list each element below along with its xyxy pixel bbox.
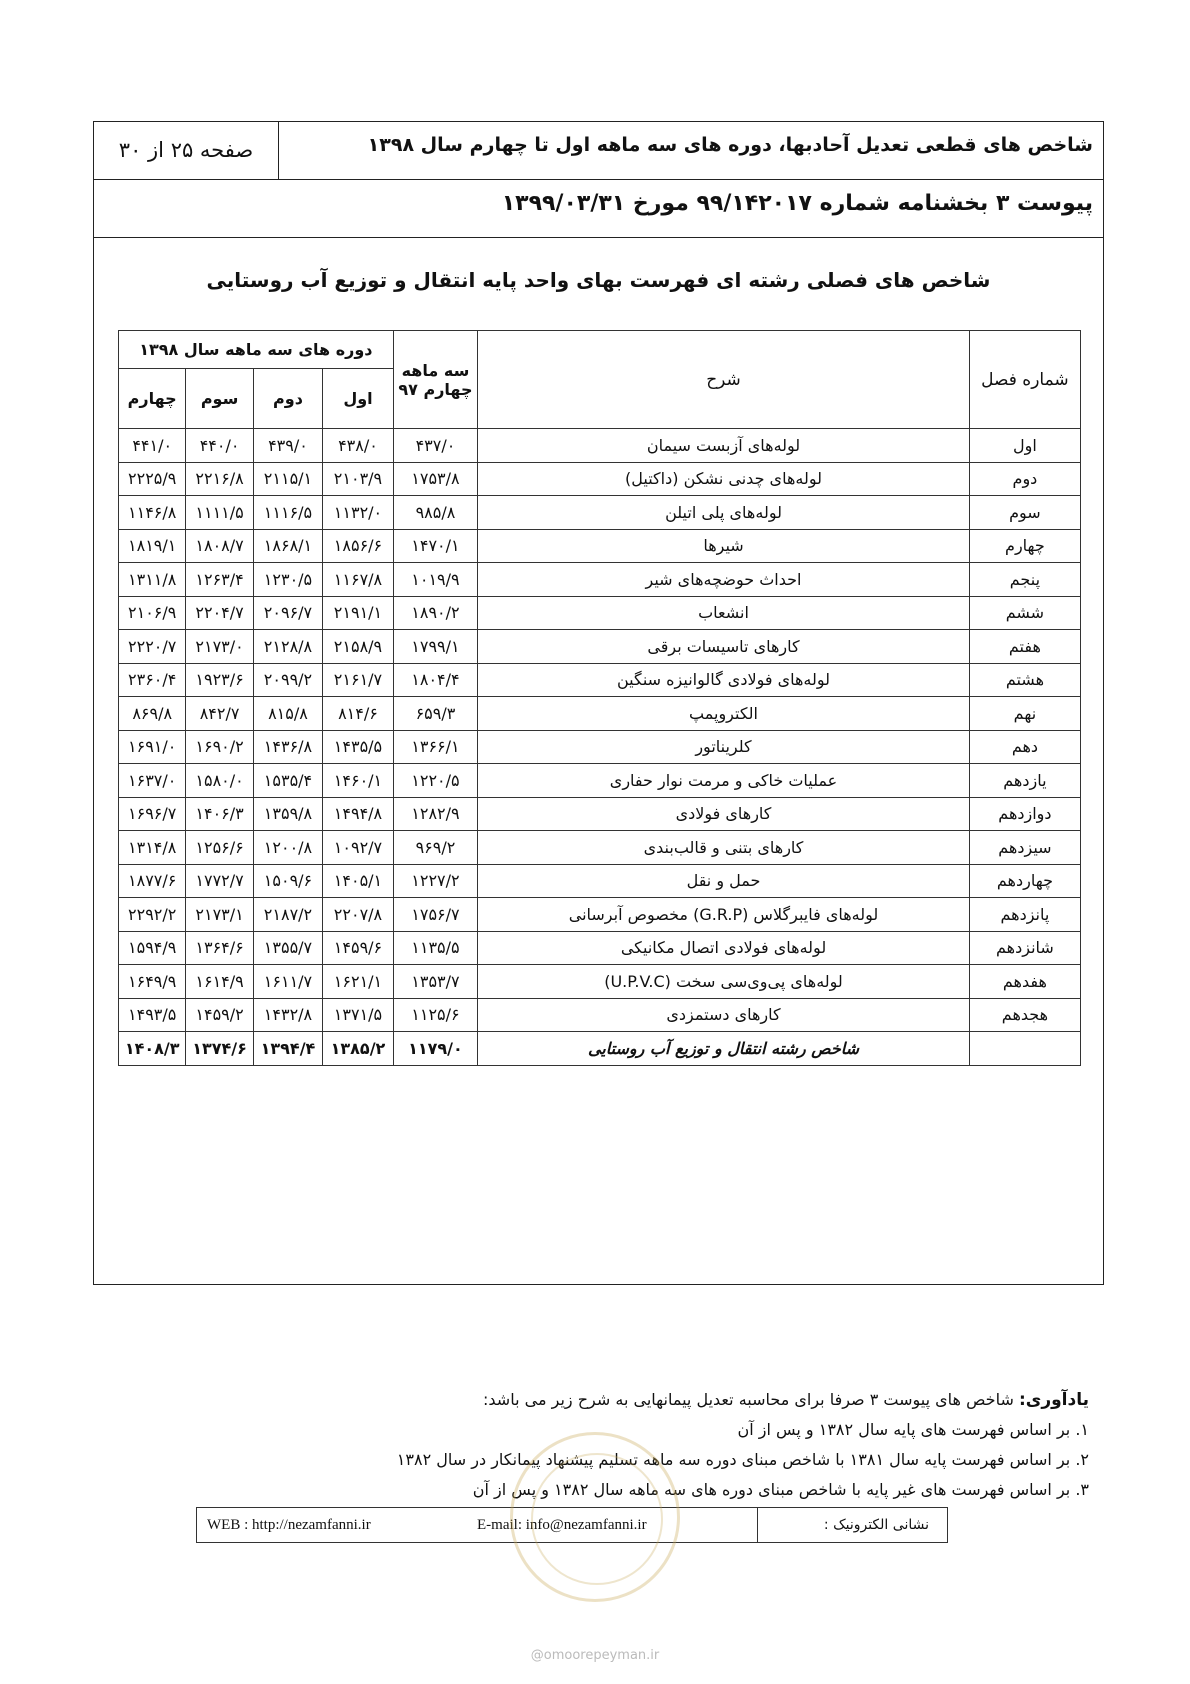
q4-value-cell: ۲۲۹۲/۲: [119, 898, 186, 932]
q3-value-cell: ۱۶۱۴/۹: [186, 965, 253, 999]
total-q1-cell: ۱۳۸۵/۲: [323, 1032, 394, 1066]
table-row: [119, 864, 1081, 898]
q1-value-cell: ۲۱۹۱/۱: [323, 596, 394, 630]
chapter-cell: دهم: [969, 730, 1080, 764]
q2-value-cell: ۱۶۱۱/۷: [253, 965, 322, 999]
table-row: [119, 797, 1081, 831]
description-cell: شیرها: [478, 529, 970, 563]
q4-value-cell: ۱۶۹۶/۷: [119, 797, 186, 831]
q3-value-cell: ۲۲۰۴/۷: [186, 596, 253, 630]
base-value-cell: ۱۳۶۶/۱: [393, 730, 477, 764]
chapter-cell: دوازدهم: [969, 797, 1080, 831]
description-cell: کارهای دستمزدی: [478, 998, 970, 1032]
description-cell: لوله‌های فولادی اتصال مکانیکی: [478, 931, 970, 965]
note-item-3: ۳. بر اساس فهرست های غیر پایه با شاخص مبنای دوره های سه ماهه سال ۱۳۸۲ و پس از آن: [472, 1480, 1089, 1499]
description-cell: لوله‌های چدنی نشکن (داکتیل): [478, 462, 970, 496]
q4-value-cell: ۱۴۹۳/۵: [119, 998, 186, 1032]
q1-value-cell: ۱۱۶۷/۸: [323, 563, 394, 597]
q2-value-cell: ۱۲۳۰/۵: [253, 563, 322, 597]
description-cell: لوله‌های پی‌وی‌سی سخت (U.P.V.C): [478, 965, 970, 999]
q2-value-cell: ۴۳۹/۰: [253, 429, 322, 463]
q4-value-cell: ۱۸۱۹/۱: [119, 529, 186, 563]
q3-value-cell: ۱۲۶۳/۴: [186, 563, 253, 597]
description-cell: کارهای تاسیسات برقی: [478, 630, 970, 664]
q3-value-cell: ۱۸۰۸/۷: [186, 529, 253, 563]
q3-value-cell: ۱۴۵۹/۲: [186, 998, 253, 1032]
page-frame: [93, 121, 1104, 1285]
chapter-cell: ششم: [969, 596, 1080, 630]
q3-value-cell: ۱۶۹۰/۲: [186, 730, 253, 764]
base-value-cell: ۱۷۵۳/۸: [393, 462, 477, 496]
base-value-cell: ۱۱۲۵/۶: [393, 998, 477, 1032]
base-value-cell: ۶۵۹/۳: [393, 697, 477, 731]
q4-value-cell: ۸۶۹/۸: [119, 697, 186, 731]
email-link[interactable]: E-mail: info@nezamfanni.ir: [477, 1517, 647, 1533]
q4-value-cell: ۱۸۷۷/۶: [119, 864, 186, 898]
base-value-cell: ۱۷۹۹/۱: [393, 630, 477, 664]
q3-value-cell: ۱۴۰۶/۳: [186, 797, 253, 831]
document-title: شاخص های قطعی تعدیل آحادبها، دوره های سه ماهه اول تا چهارم سال ۱۳۹۸: [367, 134, 1093, 156]
chapter-cell: پانزدهم: [969, 898, 1080, 932]
description-cell: عملیات خاکی و مرمت نوار حفاری: [478, 764, 970, 798]
table-row: [119, 931, 1081, 965]
q3-value-cell: ۲۱۷۳/۰: [186, 630, 253, 664]
chapter-cell: چهاردهم: [969, 864, 1080, 898]
q4-value-cell: ۱۶۴۹/۹: [119, 965, 186, 999]
table-row: [119, 462, 1081, 496]
base-value-cell: ۱۲۲۷/۲: [393, 864, 477, 898]
header-quarter-2: دوم: [253, 369, 322, 429]
chapter-cell: هفتم: [969, 630, 1080, 664]
description-cell: کلریناتور: [478, 730, 970, 764]
header-chapter-number: شماره فصل: [969, 331, 1080, 429]
description-cell: حمل و نقل: [478, 864, 970, 898]
total-chapter-cell: [969, 1032, 1080, 1066]
header-quarter-3: سوم: [186, 369, 253, 429]
header-row-2: [94, 180, 1103, 238]
base-value-cell: ۱۲۲۰/۵: [393, 764, 477, 798]
chapter-cell: هجدهم: [969, 998, 1080, 1032]
q3-value-cell: ۱۲۵۶/۶: [186, 831, 253, 865]
q3-value-cell: ۴۴۰/۰: [186, 429, 253, 463]
q1-value-cell: ۱۴۰۵/۱: [323, 864, 394, 898]
q1-value-cell: ۱۴۶۰/۱: [323, 764, 394, 798]
base-value-cell: ۴۳۷/۰: [393, 429, 477, 463]
q2-value-cell: ۸۱۵/۸: [253, 697, 322, 731]
circular-reference: پیوست ۳ بخشنامه شماره ۹۹/۱۴۲۰۱۷ مورخ ۱۳۹۹/۰۳/۳۱: [501, 191, 1093, 216]
q1-value-cell: ۱۴۵۹/۶: [323, 931, 394, 965]
total-row: [119, 1032, 1081, 1066]
q2-value-cell: ۲۱۸۷/۲: [253, 898, 322, 932]
q4-value-cell: ۱۳۱۱/۸: [119, 563, 186, 597]
base-value-cell: ۱۱۳۵/۵: [393, 931, 477, 965]
q4-value-cell: ۱۵۹۴/۹: [119, 931, 186, 965]
q4-value-cell: ۱۶۳۷/۰: [119, 764, 186, 798]
note-intro-line: [189, 1385, 1089, 1415]
table-row: [119, 764, 1081, 798]
table-row: [119, 429, 1081, 463]
q2-value-cell: ۲۰۹۹/۲: [253, 663, 322, 697]
q1-value-cell: ۱۳۷۱/۵: [323, 998, 394, 1032]
q2-value-cell: ۲۰۹۶/۷: [253, 596, 322, 630]
table-row: [119, 697, 1081, 731]
website-link[interactable]: WEB : http://nezamfanni.ir: [207, 1517, 371, 1533]
site-watermark: @omoorepeyman.ir: [530, 1648, 660, 1663]
chapter-cell: دوم: [969, 462, 1080, 496]
header-quarter-4: چهارم: [119, 369, 186, 429]
q1-value-cell: ۲۲۰۷/۸: [323, 898, 394, 932]
note-item-1: ۱. بر اساس فهرست های پایه سال ۱۳۸۲ و پس از آن: [737, 1420, 1089, 1439]
q4-value-cell: ۲۲۲۰/۷: [119, 630, 186, 664]
q2-value-cell: ۱۳۵۹/۸: [253, 797, 322, 831]
q3-value-cell: ۸۴۲/۷: [186, 697, 253, 731]
note-heading: یادآوری:: [1018, 1390, 1089, 1410]
q1-value-cell: ۱۶۲۱/۱: [323, 965, 394, 999]
base-value-cell: ۹۸۵/۸: [393, 496, 477, 530]
header-description: شرح: [478, 331, 970, 429]
q2-value-cell: ۱۱۱۶/۵: [253, 496, 322, 530]
total-description-cell: شاخص رشته انتقال و توزیع آب روستایی: [478, 1032, 970, 1066]
header-base-quarter: سه ماهه چهارم ۹۷: [393, 331, 477, 429]
q1-value-cell: ۱۸۵۶/۶: [323, 529, 394, 563]
q4-value-cell: ۱۶۹۱/۰: [119, 730, 186, 764]
q4-value-cell: ۲۱۰۶/۹: [119, 596, 186, 630]
chapter-cell: شانزدهم: [969, 931, 1080, 965]
note-item-2: ۲. بر اساس فهرست پایه سال ۱۳۸۱ با شاخص مبنای دوره سه ماهه تسلیم پیشنهاد پیمانکار در سال ۱۳۸۲: [396, 1450, 1089, 1469]
chapter-cell: سوم: [969, 496, 1080, 530]
chapter-cell: هشتم: [969, 663, 1080, 697]
description-cell: کارهای بتنی و قالب‌بندی: [478, 831, 970, 865]
table-row: [119, 831, 1081, 865]
q2-value-cell: ۱۵۳۵/۴: [253, 764, 322, 798]
table-row: [119, 630, 1081, 664]
header-row-1: [94, 122, 1103, 180]
q2-value-cell: ۱۵۰۹/۶: [253, 864, 322, 898]
q1-value-cell: ۲۱۰۳/۹: [323, 462, 394, 496]
table-row: [119, 529, 1081, 563]
base-value-cell: ۱۲۸۲/۹: [393, 797, 477, 831]
description-cell: لوله‌های آزبست سیمان: [478, 429, 970, 463]
page-number: صفحه ۲۵ از ۳۰: [94, 122, 279, 179]
header-quarter-group: دوره های سه ماهه سال ۱۳۹۸: [119, 331, 394, 369]
chapter-cell: چهارم: [969, 529, 1080, 563]
total-base-cell: ۱۱۷۹/۰: [393, 1032, 477, 1066]
q3-value-cell: ۱۹۲۳/۶: [186, 663, 253, 697]
q3-value-cell: ۲۱۷۳/۱: [186, 898, 253, 932]
table-row: [119, 965, 1081, 999]
q1-value-cell: ۱۴۳۵/۵: [323, 730, 394, 764]
q4-value-cell: ۲۳۶۰/۴: [119, 663, 186, 697]
total-q4-cell: ۱۴۰۸/۳: [119, 1032, 186, 1066]
q4-value-cell: ۱۱۴۶/۸: [119, 496, 186, 530]
description-cell: لوله‌های فایبرگلاس (G.R.P) مخصوص آبرسانی: [478, 898, 970, 932]
description-cell: کارهای فولادی: [478, 797, 970, 831]
table-row: [119, 998, 1081, 1032]
total-q3-cell: ۱۳۷۴/۶: [186, 1032, 253, 1066]
base-value-cell: ۹۶۹/۲: [393, 831, 477, 865]
table-row: [119, 663, 1081, 697]
table-row: [119, 563, 1081, 597]
q2-value-cell: ۱۸۶۸/۱: [253, 529, 322, 563]
base-value-cell: ۱۸۰۴/۴: [393, 663, 477, 697]
description-cell: الکتروپمپ: [478, 697, 970, 731]
table-row: [119, 596, 1081, 630]
chapter-cell: نهم: [969, 697, 1080, 731]
q1-value-cell: ۲۱۵۸/۹: [323, 630, 394, 664]
q2-value-cell: ۱۳۵۵/۷: [253, 931, 322, 965]
q1-value-cell: ۴۳۸/۰: [323, 429, 394, 463]
base-value-cell: ۱۳۵۳/۷: [393, 965, 477, 999]
base-value-cell: ۱۷۵۶/۷: [393, 898, 477, 932]
contact-label: نشانی الکترونیک :: [757, 1508, 947, 1542]
chapter-cell: سیزدهم: [969, 831, 1080, 865]
q3-value-cell: ۱۳۶۴/۶: [186, 931, 253, 965]
table-row: [119, 898, 1081, 932]
q1-value-cell: ۲۱۶۱/۷: [323, 663, 394, 697]
q4-value-cell: ۱۳۱۴/۸: [119, 831, 186, 865]
q2-value-cell: ۱۲۰۰/۸: [253, 831, 322, 865]
q3-value-cell: ۱۱۱۱/۵: [186, 496, 253, 530]
q2-value-cell: ۲۱۱۵/۱: [253, 462, 322, 496]
table-row: [119, 496, 1081, 530]
header-quarter-1: اول: [323, 369, 394, 429]
q3-value-cell: ۱۵۸۰/۰: [186, 764, 253, 798]
q4-value-cell: ۲۲۲۵/۹: [119, 462, 186, 496]
q1-value-cell: ۱۱۳۲/۰: [323, 496, 394, 530]
table-title: شاخص های فصلی رشته ای فهرست بهای واحد پایه انتقال و توزیع آب روستایی: [206, 268, 991, 292]
description-cell: لوله‌های فولادی گالوانیزه سنگین: [478, 663, 970, 697]
q1-value-cell: ۸۱۴/۶: [323, 697, 394, 731]
q1-value-cell: ۱۰۹۲/۷: [323, 831, 394, 865]
q2-value-cell: ۲۱۲۸/۸: [253, 630, 322, 664]
note-intro: شاخص های پیوست ۳ صرفا برای محاسبه تعدیل پیمانهایی به شرح زیر می باشد:: [483, 1390, 1014, 1409]
chapter-cell: اول: [969, 429, 1080, 463]
q1-value-cell: ۱۴۹۴/۸: [323, 797, 394, 831]
q2-value-cell: ۱۴۳۶/۸: [253, 730, 322, 764]
description-cell: احداث حوضچه‌های شیر: [478, 563, 970, 597]
total-q2-cell: ۱۳۹۴/۴: [253, 1032, 322, 1066]
table-row: [119, 730, 1081, 764]
chapter-cell: یازدهم: [969, 764, 1080, 798]
chapter-cell: هفدهم: [969, 965, 1080, 999]
index-table: [118, 330, 1081, 1066]
organization-seal-watermark: [510, 1432, 680, 1602]
q3-value-cell: ۱۷۷۲/۷: [186, 864, 253, 898]
base-value-cell: ۱۰۱۹/۹: [393, 563, 477, 597]
q3-value-cell: ۲۲۱۶/۸: [186, 462, 253, 496]
chapter-cell: پنجم: [969, 563, 1080, 597]
description-cell: لوله‌های پلی اتیلن: [478, 496, 970, 530]
base-value-cell: ۱۴۷۰/۱: [393, 529, 477, 563]
base-value-cell: ۱۸۹۰/۲: [393, 596, 477, 630]
q2-value-cell: ۱۴۳۲/۸: [253, 998, 322, 1032]
q4-value-cell: ۴۴۱/۰: [119, 429, 186, 463]
description-cell: انشعاب: [478, 596, 970, 630]
